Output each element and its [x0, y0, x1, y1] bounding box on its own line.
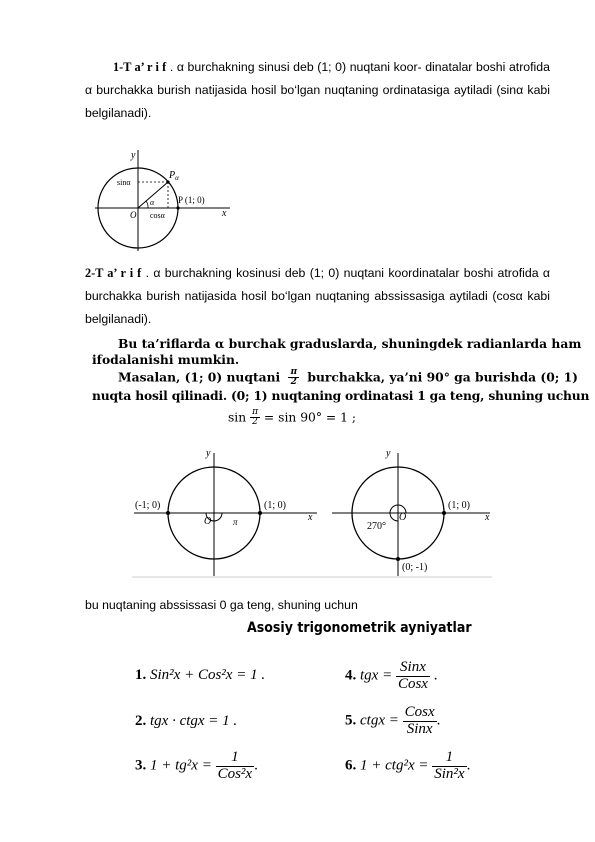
left-point-minus1: [166, 511, 170, 515]
scanned-text-block: [92, 336, 590, 428]
right-x-label: x: [485, 512, 490, 523]
sin-label: sinα: [117, 178, 131, 187]
right-point-1: [442, 511, 446, 515]
unit-circle-figure-1: [90, 145, 240, 255]
identity-2: 2. tgx · ctgx = 1 .: [135, 713, 238, 729]
identity-5-lhs: ctgx =: [360, 712, 399, 729]
left-point-1-label: (1; 0): [264, 500, 286, 511]
identity-4-fraction: $\frac{\text{Sinx}}{\text{Cosx}}$: [397, 659, 428, 692]
identity-5: 5. ctgx = $\frac{\text{Cosx}}{\text{Sinx}}$ .: [345, 704, 441, 737]
identity-1-expr: Sin²x + Cos²x = 1 .: [150, 667, 266, 683]
left-point-minus1-label: (-1; 0): [135, 500, 161, 511]
definition-2-sep: .: [141, 266, 150, 280]
right-y-label: y: [386, 448, 391, 459]
scan-line-1: Bu ta’riflarda α burchak graduslarda, shuningdek radianlarda ham: [118, 336, 582, 351]
identity-4-lhs: tgx =: [360, 667, 393, 684]
p-alpha-label: $P_\alpha$: [169, 170, 179, 182]
rotation-figures: [92, 438, 502, 578]
identity-5-fraction: $\frac{\text{Cosx}}{\text{Sinx}}$: [404, 704, 435, 737]
sin-equation: sin $\frac{\pi}{2}$ = sin 90° = 1 ;: [227, 406, 356, 428]
definition-1-term: 1-T a’ r i f: [113, 60, 167, 74]
p-label: P (1; 0): [178, 195, 205, 205]
cos-label: cosα: [150, 211, 165, 220]
identity-6-fraction: $\frac{1}{\text{Sin²x}}$: [434, 749, 465, 782]
scan-line-3a: Masalan, (1; 0) nuqtani: [118, 369, 281, 385]
scan-line-4: nuqta hosil qilinadi. (0; 1) nuqtaning ordinatasi 1 ga teng, shuning uchun: [92, 387, 590, 403]
definition-2: [85, 262, 550, 331]
identity-3: 3. 1 + tg²x = $\frac{1}{\text{Cos²x}}$ .: [135, 749, 258, 782]
left-y-label: y: [206, 448, 211, 459]
point-p: [176, 206, 179, 209]
right-point-1-label: (1; 0): [448, 500, 470, 511]
x-label: x: [222, 208, 227, 219]
alpha-label: α: [150, 198, 155, 207]
definition-2-term: 2-T a’ r i f: [85, 266, 142, 280]
left-point-1: [258, 511, 262, 515]
left-origin-label: O: [204, 516, 212, 527]
definition-2-text: α burchakning kosinusi deb (1; 0) nuqtani koordinatalar boshi atrofida α burchakka burish natijasida hosil bo‘lgan nuqtaning abssissasiga aytiladi (cosα kabi belgilanadi).: [85, 266, 550, 326]
identity-6: 6. 1 + ctg²x = $\frac{1}{\text{Sin²x}}$ .: [345, 749, 471, 782]
identity-1: 1. Sin²x + Cos²x = 1 .: [135, 667, 266, 683]
identity-3-lhs: 1 + tg²x =: [150, 757, 212, 774]
right-point-minus1-label: (0; -1): [402, 562, 428, 573]
identity-6-lhs: 1 + ctg²x =: [360, 757, 429, 774]
identity-4: 4. tgx = $\frac{\text{Sinx}}{\text{Cosx}}$ .: [345, 659, 438, 692]
scan-line-3b: burchakka, ya’ni 90° ga burishda (0; 1): [307, 369, 578, 385]
origin-label: O: [130, 210, 137, 220]
identity-3-fraction: $\frac{1}{\text{Cos²x}}$: [217, 749, 253, 782]
y-label: y: [131, 150, 136, 161]
scan-line-2: ifodalanishi mumkin.: [92, 352, 240, 367]
angle-arc: [146, 201, 148, 208]
identities-title: Asosiy trigonometrik ayniyatlar: [247, 620, 472, 636]
scan-line-3: [92, 367, 578, 388]
definition-1: [85, 56, 550, 125]
right-origin-label: O: [399, 512, 407, 523]
left-angle-label: π: [233, 517, 238, 527]
identity-2-expr: tgx · ctgx = 1 .: [150, 713, 238, 729]
pi-over-2: $\frac{\pi}{2}$: [290, 367, 298, 388]
right-angle-label: 270°: [367, 521, 386, 532]
right-rotation-figure: [332, 448, 490, 576]
definition-1-text: α burchakning sinusi deb (1; 0) nuqtani koor- dinatalar boshi atrofida α burchakka burish natijasida hosil bo‘lgan nuqtaning ordinatasiga aytiladi (sinα kabi belgilanadi).: [85, 60, 550, 120]
left-x-label: x: [308, 512, 313, 523]
right-point-minus1: [396, 557, 400, 561]
caption-line: bu nuqtaning abssissasi 0 ga teng, shuning uchun: [85, 598, 358, 612]
left-rotation-figure: [134, 448, 317, 576]
definition-1-sep: .: [166, 60, 174, 74]
